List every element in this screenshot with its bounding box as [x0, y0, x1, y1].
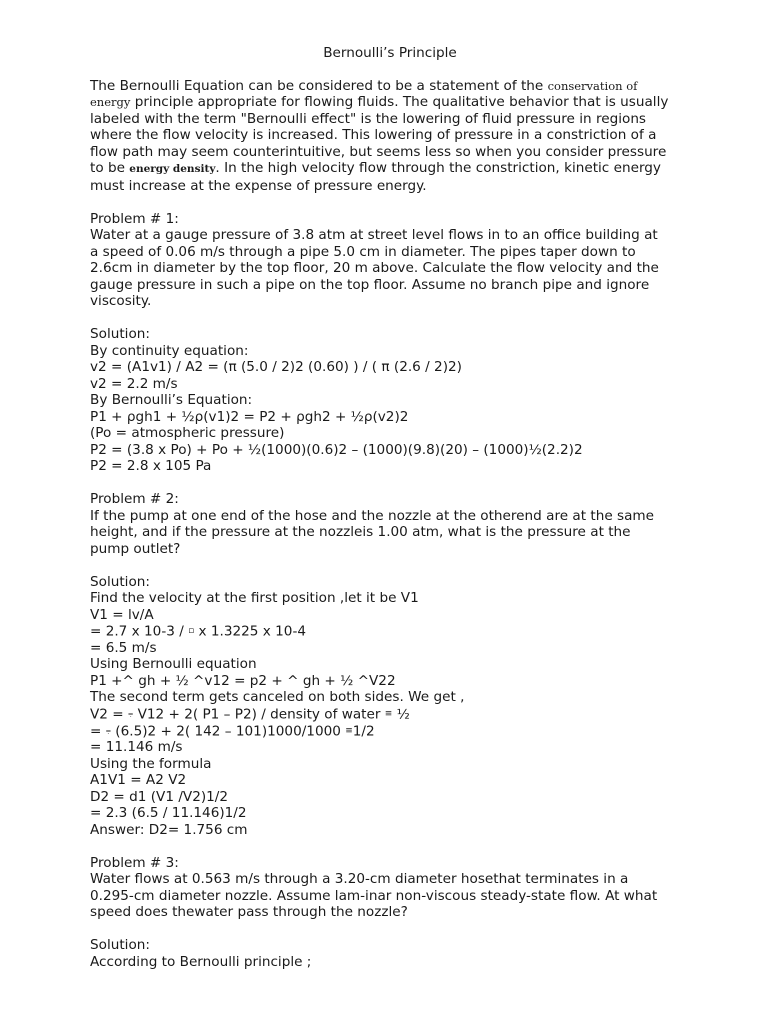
solution-heading: Solution:	[90, 937, 150, 954]
solution-line: v2 = 2.2 m/s	[90, 375, 178, 392]
solution-line: Using Bernoulli equation	[90, 656, 257, 673]
problem-line: pump outlet?	[90, 540, 181, 557]
solution-line: Find the velocity at the first position ,let it be V1	[90, 590, 419, 606]
solution-line: According to Bernoulli principle ;	[90, 953, 312, 970]
answer-line: Answer: D2= 1.756 cm	[90, 821, 248, 838]
intro-text: . In the high velocity flow through the constriction, kinetic energy	[215, 160, 661, 176]
problem-line: viscosity.	[90, 293, 152, 309]
solution-text: V2 =	[90, 706, 128, 722]
solution-line: P1 +^ gh + ½ ^v12 = p2 + ^ gh + ½ ^V22	[90, 672, 396, 689]
solution-1	[90, 326, 690, 475]
problem-line: speed does thewater pass through the nozzle?	[90, 904, 408, 921]
unrendered-symbol-icon: ▫	[188, 626, 195, 636]
intro-text: The Bernoulli Equation can be considered to be a statement of the	[90, 77, 548, 94]
solution-line: P2 = (3.8 x Po) + Po + ½(1000)(0.6)2 – (1000)(9.8)(20) – (1000)½(2.2)2	[90, 441, 583, 458]
intro-line	[90, 78, 690, 95]
unrendered-symbol-icon: ⩦	[127, 708, 134, 719]
solution-line: D2 = d1 (V1 /V2)1/2	[90, 788, 229, 805]
solution-line: P1 + ρgh1 + ½ρ(v1)2 = P2 + ρgh2 + ½ρ(v2)2	[90, 408, 409, 425]
intro-line: flow path may seem counterintuitive, but seems less so when you consider pressure	[90, 143, 667, 160]
document-body	[90, 45, 690, 987]
problem-line: If the pump at one end of the hose and the nozzle at the otherend are at the same	[90, 507, 655, 524]
problem-heading: Problem # 1:	[90, 210, 179, 227]
solution-line: By continuity equation:	[90, 342, 249, 359]
conservation-term: conservation of	[547, 78, 638, 93]
intro-text: principle appropriate for flowing fluids. The qualitative behavior that is usually	[130, 94, 669, 110]
intro-line: must increase at the expense of pressure energy.	[90, 177, 427, 194]
solution-line: V1 = lv/A	[90, 606, 154, 623]
intro-line	[90, 94, 690, 111]
solution-line	[90, 623, 690, 640]
problem-heading: Problem # 3:	[90, 854, 179, 871]
problem-line: 2.6cm in diameter by the top floor, 20 m above. Calculate the flow velocity and the	[90, 260, 659, 276]
solution-line: = 6.5 m/s	[90, 639, 157, 656]
unrendered-symbol-icon: ≡	[384, 708, 393, 719]
problem-heading: Problem # 2:	[90, 491, 179, 507]
solution-line: Using the formula	[90, 755, 212, 772]
problem-line: height, and if the pressure at the nozzleis 1.00 atm, what is the pressure at the	[90, 524, 631, 540]
solution-line: P2 = 2.8 x 105 Pa	[90, 458, 212, 474]
solution-line: A1V1 = A2 V2	[90, 772, 187, 789]
intro-line: where the flow velocity is increased. This lowering of pressure in a constriction of a	[90, 127, 657, 143]
solution-text: V12 + 2( P1 – P2) / density of water	[133, 706, 385, 722]
solution-3	[90, 937, 690, 970]
solution-line	[90, 723, 690, 740]
solution-2	[90, 574, 690, 839]
solution-text: x 1.3225 x 10-4	[194, 623, 306, 640]
solution-heading: Solution:	[90, 326, 150, 342]
problem-line: Water flows at 0.563 m/s through a 3.20-cm diameter hosethat terminates in a	[90, 871, 629, 888]
energy-term: energy	[90, 95, 131, 109]
intro-line	[90, 160, 690, 178]
document-title: Bernoulli’s Principle	[323, 45, 457, 61]
problem-line: gauge pressure in such a pipe on the top floor. Assume no branch pipe and ignore	[90, 276, 650, 293]
solution-text: (6.5)2 + 2( 142 – 101)1000/1000	[110, 722, 346, 739]
problem-1	[90, 211, 690, 310]
unrendered-symbol-icon: ⩦	[105, 725, 111, 736]
solution-text: = 2.7 x 10-3 /	[90, 623, 189, 640]
solution-line: By Bernoulli’s Equation:	[90, 392, 253, 408]
problem-line: Water at a gauge pressure of 3.8 atm at street level flows in to an office building at	[90, 227, 658, 243]
problem-line: a speed of 0.06 m/s through a pipe 5.0 cm in diameter. The pipes taper down to	[90, 243, 636, 260]
energy-density-term: energy density	[129, 163, 216, 175]
solution-line	[90, 706, 690, 723]
solution-line: v2 = (A1v1) / A2 = (π (5.0 / 2)2 (0.60) ) / ( π (2.6 / 2)2)	[90, 359, 462, 375]
intro-paragraph	[90, 78, 690, 195]
solution-heading: Solution:	[90, 573, 150, 590]
solution-text: =	[90, 722, 106, 739]
problem-3	[90, 855, 690, 921]
solution-text: ½	[392, 706, 410, 722]
solution-text: 1/2	[352, 722, 375, 739]
intro-line: labeled with the term "Bernoulli effect" is the lowering of fluid pressure in regions	[90, 110, 647, 127]
intro-text: to be	[90, 160, 130, 176]
unrendered-symbol-icon: ≡	[345, 725, 353, 736]
solution-line: (Po = atmospheric pressure)	[90, 425, 285, 441]
problem-2	[90, 491, 690, 557]
problem-line: 0.295-cm diameter nozzle. Assume lam-inar non-viscous steady-state flow. At what	[90, 887, 658, 904]
solution-line: = 11.146 m/s	[90, 739, 183, 756]
solution-line: The second term gets canceled on both sides. We get ,	[90, 689, 465, 706]
solution-line: = 2.3 (6.5 / 11.146)1/2	[90, 805, 247, 822]
